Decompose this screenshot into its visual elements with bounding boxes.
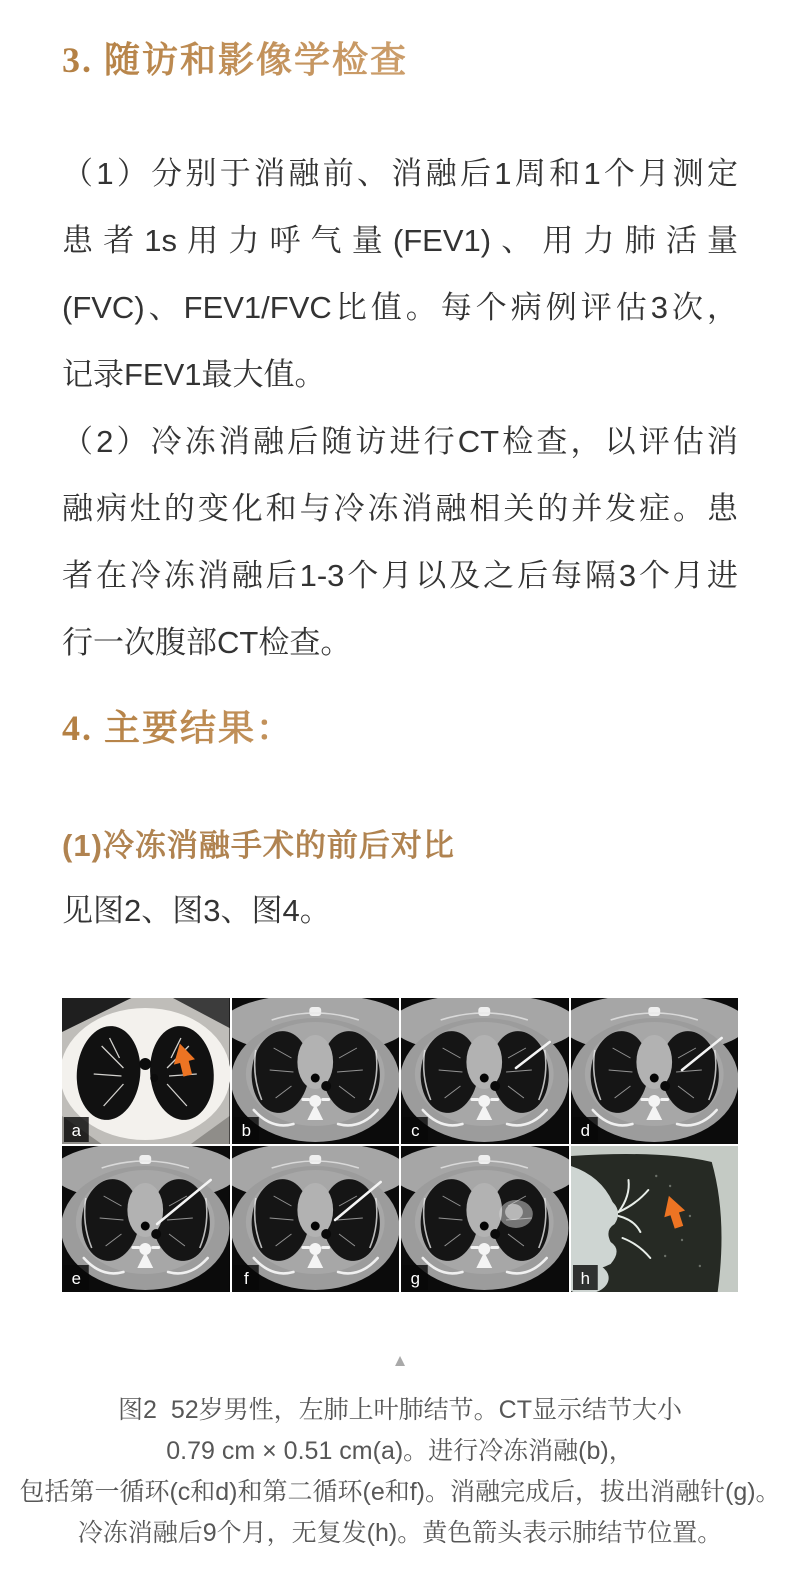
ct-panel-d	[571, 998, 739, 1144]
paragraph-line: 行一次腹部CT检查。	[62, 625, 352, 660]
ct-panel-h	[571, 1146, 739, 1292]
paragraph-line: 融病灶的变化和与冷冻消融相关的并发症。患	[62, 491, 738, 526]
paragraph-line: 记录FEV1最大值。	[62, 357, 326, 392]
section-4-heading: 4. 主要结果：	[62, 704, 738, 752]
paragraph-line: （2）冷冻消融后随访进行CT检查，以评估消	[62, 424, 738, 459]
svg-text:b: b	[241, 1120, 251, 1141]
svg-text:e: e	[71, 1268, 82, 1289]
paragraph-line: （1）分别于消融前、消融后1周和1个月测定	[62, 156, 738, 191]
paragraph-line: 者在冷冻消融后1-3个月以及之后每隔3个月进	[62, 558, 738, 593]
figure-caption	[18, 1390, 782, 1554]
caption-line: 0.79 cm × 0.51 cm(a)。进行冷冻消融(b)，	[166, 1437, 634, 1465]
caption-line: 图2 52岁男性，左肺上叶肺结节。CT显示结节大小	[118, 1396, 682, 1424]
svg-text:g: g	[410, 1268, 421, 1289]
ct-panel-b	[232, 998, 400, 1144]
ct-panel-a	[62, 998, 230, 1144]
svg-text:h: h	[580, 1268, 590, 1289]
subsection-heading: (1)冷冻消融手术的前后对比	[62, 828, 455, 863]
figure-intro-text: 见图2、图3、图4。	[62, 893, 331, 928]
svg-text:d: d	[580, 1120, 590, 1141]
body-paragraphs	[62, 140, 738, 676]
ct-grid	[62, 998, 738, 1292]
collapse-triangle-icon[interactable]: ▲	[391, 1351, 409, 1370]
section-3-heading: 3. 随访和影像学检查	[62, 0, 738, 84]
figure-2	[19, 998, 781, 1554]
body-paragraph	[62, 408, 738, 676]
body-paragraph	[62, 140, 738, 408]
ct-panel-c	[401, 998, 569, 1144]
caption-line: 包括第一循环(c和d)和第二循环(e和f)。消融完成后，拔出消融针(g)。	[19, 1478, 781, 1506]
ct-panel-e	[62, 1146, 230, 1292]
ct-panel-g	[401, 1146, 569, 1292]
caption-line: 冷冻消融后9个月，无复发(h)。黄色箭头表示肺结节位置。	[77, 1519, 723, 1547]
svg-text:f: f	[243, 1268, 249, 1289]
paragraph-line: (FVC)、FEV1/FVC比值。每个病例评估3次，	[62, 290, 738, 325]
svg-text:c: c	[411, 1120, 420, 1141]
paragraph-line: 患者1s用力呼气量(FEV1)、用力肺活量	[62, 223, 738, 258]
svg-text:a: a	[71, 1120, 82, 1141]
ct-panel-f	[232, 1146, 400, 1292]
